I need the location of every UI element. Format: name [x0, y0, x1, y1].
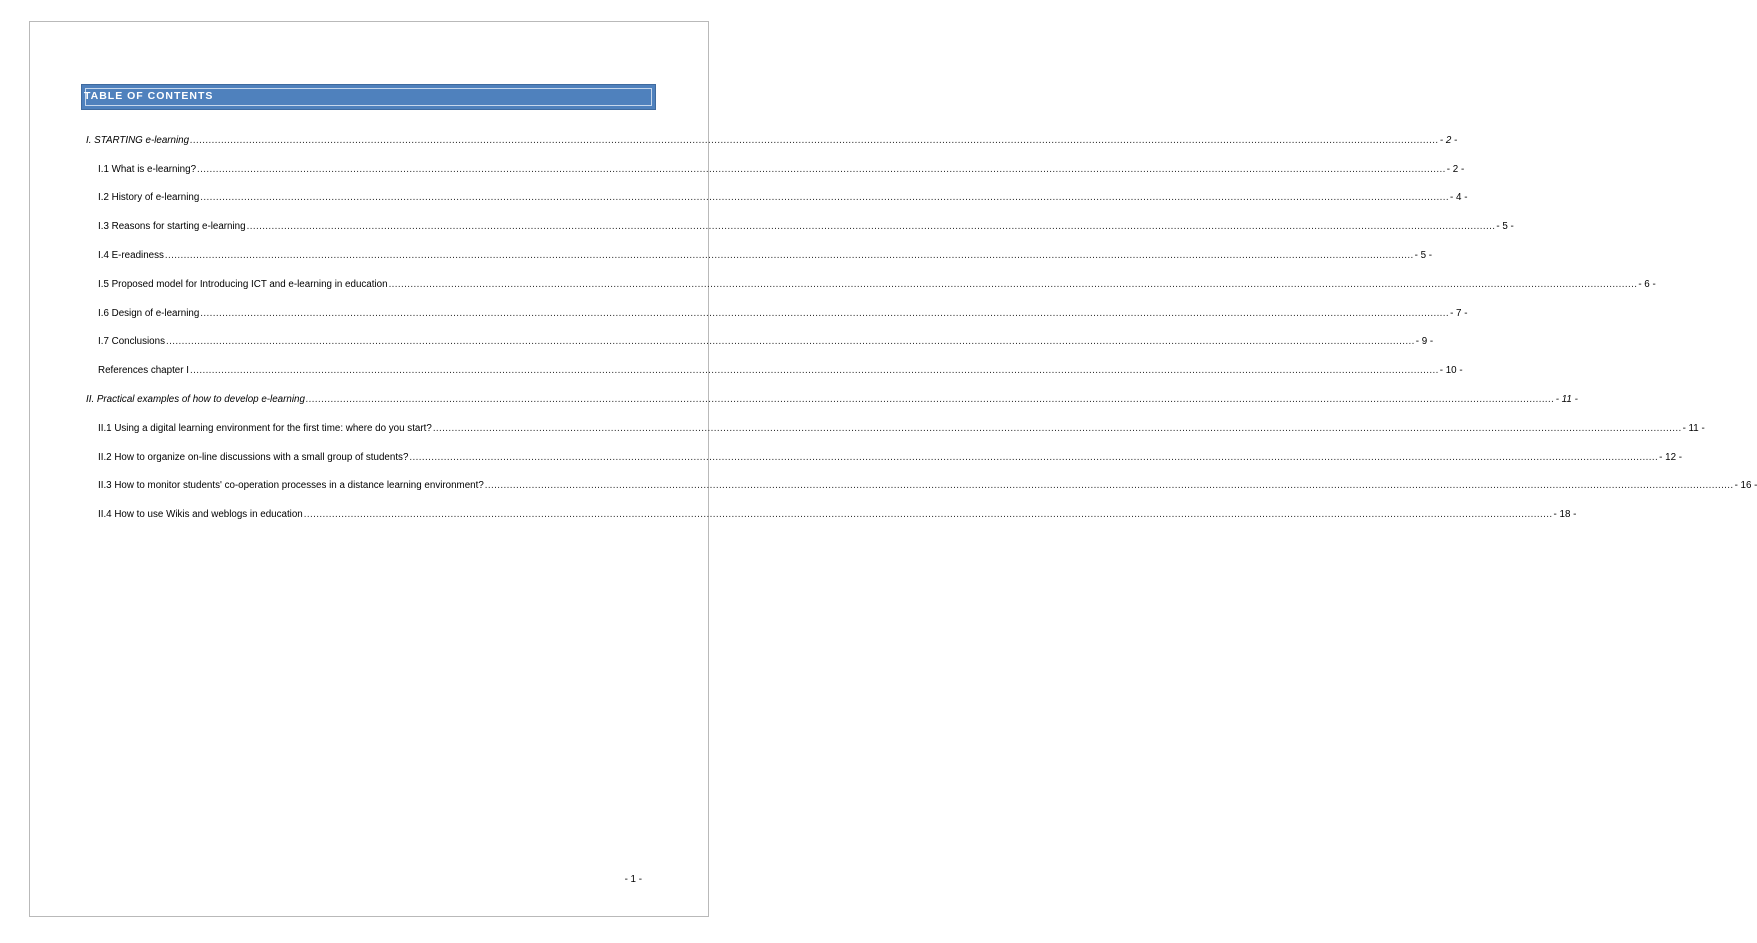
toc-entry-page[interactable]: - 6 - [1638, 278, 1656, 290]
toc-section-entry[interactable] [86, 349, 1463, 378]
toc-entry-title[interactable]: I.7 Conclusions [98, 336, 165, 348]
toc-section-entry[interactable] [86, 234, 1433, 263]
toc-entry-page[interactable]: - 12 - [1659, 451, 1683, 463]
toc-entry-page[interactable]: - 11 - [1682, 422, 1705, 434]
toc-chapter-entry[interactable] [86, 119, 1458, 148]
toc-dot-leader: ................................................................................................................................................................................................................................................................................................................................................................................................................ [190, 134, 1439, 146]
toc-entry-title[interactable]: II.4 How to use Wikis and weblogs in education [98, 509, 303, 521]
toc-entry-page[interactable]: - 16 - [1734, 480, 1757, 492]
toc-section-entry[interactable] [86, 263, 1656, 292]
toc-chapter-entry[interactable] [86, 378, 1578, 407]
toc-dot-leader: ................................................................................................................................................................................................................................................................................................................................................................................................................ [305, 393, 1555, 405]
toc-title: TABLE OF CONTENTS [84, 90, 214, 102]
toc-dot-leader: ................................................................................................................................................................................................................................................................................................................................................................................................................ [200, 307, 1450, 319]
toc-dot-leader: ................................................................................................................................................................................................................................................................................................................................................................................................................ [303, 509, 1553, 521]
page-number: - 1 - [624, 874, 642, 885]
toc-entry-title[interactable]: I.2 History of e-learning [98, 192, 200, 204]
toc-entry-title[interactable]: I.1 What is e-learning? [98, 163, 197, 175]
toc-entry-page[interactable]: - 9 - [1415, 336, 1434, 348]
toc-dot-leader: ................................................................................................................................................................................................................................................................................................................................................................................................................ [388, 278, 1638, 290]
toc-section-entry[interactable] [86, 436, 1683, 465]
toc-section-entry[interactable] [86, 292, 1468, 321]
toc-entry-title[interactable]: I.4 E-readiness [98, 249, 164, 261]
toc-entry-title[interactable]: II. Practical examples of how to develop e-learning [86, 393, 305, 405]
toc-entry-title[interactable]: I.3 Reasons for starting e-learning [98, 221, 246, 233]
toc-section-entry[interactable] [86, 493, 1577, 522]
toc-dot-leader: ................................................................................................................................................................................................................................................................................................................................................................................................................ [164, 249, 1414, 261]
toc-entry-page[interactable]: - 7 - [1450, 307, 1468, 319]
toc-entry-page[interactable]: - 2 - [1446, 163, 1465, 175]
toc-entry-page[interactable]: - 18 - [1553, 509, 1577, 521]
toc-dot-leader: ................................................................................................................................................................................................................................................................................................................................................................................................................ [189, 365, 1439, 377]
toc-dot-leader: ................................................................................................................................................................................................................................................................................................................................................................................................................ [165, 336, 1415, 348]
toc-entry-title[interactable]: References chapter I [98, 365, 189, 377]
toc-entry-page[interactable]: - 5 - [1496, 221, 1514, 233]
toc-dot-leader: ................................................................................................................................................................................................................................................................................................................................................................................................................ [432, 422, 1682, 434]
toc-entry-page[interactable]: - 11 - [1555, 393, 1578, 405]
toc-entry-page[interactable]: - 5 - [1414, 249, 1433, 261]
toc-entry-page[interactable]: - 4 - [1450, 192, 1468, 204]
toc-section-entry[interactable] [86, 148, 1465, 177]
toc-entry-title[interactable]: II.3 How to monitor students' co-operation processes in a distance learning environment? [98, 480, 484, 492]
toc-dot-leader: ................................................................................................................................................................................................................................................................................................................................................................................................................ [409, 451, 1659, 463]
toc-entry-page[interactable]: - 10 - [1439, 365, 1463, 377]
toc-section-entry[interactable] [86, 205, 1514, 234]
toc-section-entry[interactable] [86, 177, 1468, 206]
toc-dot-leader: ................................................................................................................................................................................................................................................................................................................................................................................................................ [200, 192, 1450, 204]
toc-entry-title[interactable]: II.2 How to organize on-line discussions with a small group of students? [98, 451, 409, 463]
toc-entry-title[interactable]: I.5 Proposed model for Introducing ICT and e-learning in education [98, 278, 388, 290]
toc-entry-page[interactable]: - 2 - [1439, 134, 1458, 146]
toc-dot-leader: ................................................................................................................................................................................................................................................................................................................................................................................................................ [197, 163, 1446, 175]
toc-entry-title[interactable]: I. STARTING e-learning [86, 134, 190, 146]
toc-dot-leader: ................................................................................................................................................................................................................................................................................................................................................................................................................ [484, 480, 1734, 492]
toc-dot-leader: ................................................................................................................................................................................................................................................................................................................................................................................................................ [246, 221, 1496, 233]
toc-entry-title[interactable]: II.1 Using a digital learning environment for the first time: where do you start? [98, 422, 432, 434]
toc-section-entry[interactable] [86, 321, 1434, 350]
toc-section-entry[interactable] [86, 407, 1705, 436]
toc-entry-title[interactable]: I.6 Design of e-learning [98, 307, 200, 319]
toc-list [86, 119, 1757, 522]
toc-section-entry[interactable] [86, 465, 1757, 494]
